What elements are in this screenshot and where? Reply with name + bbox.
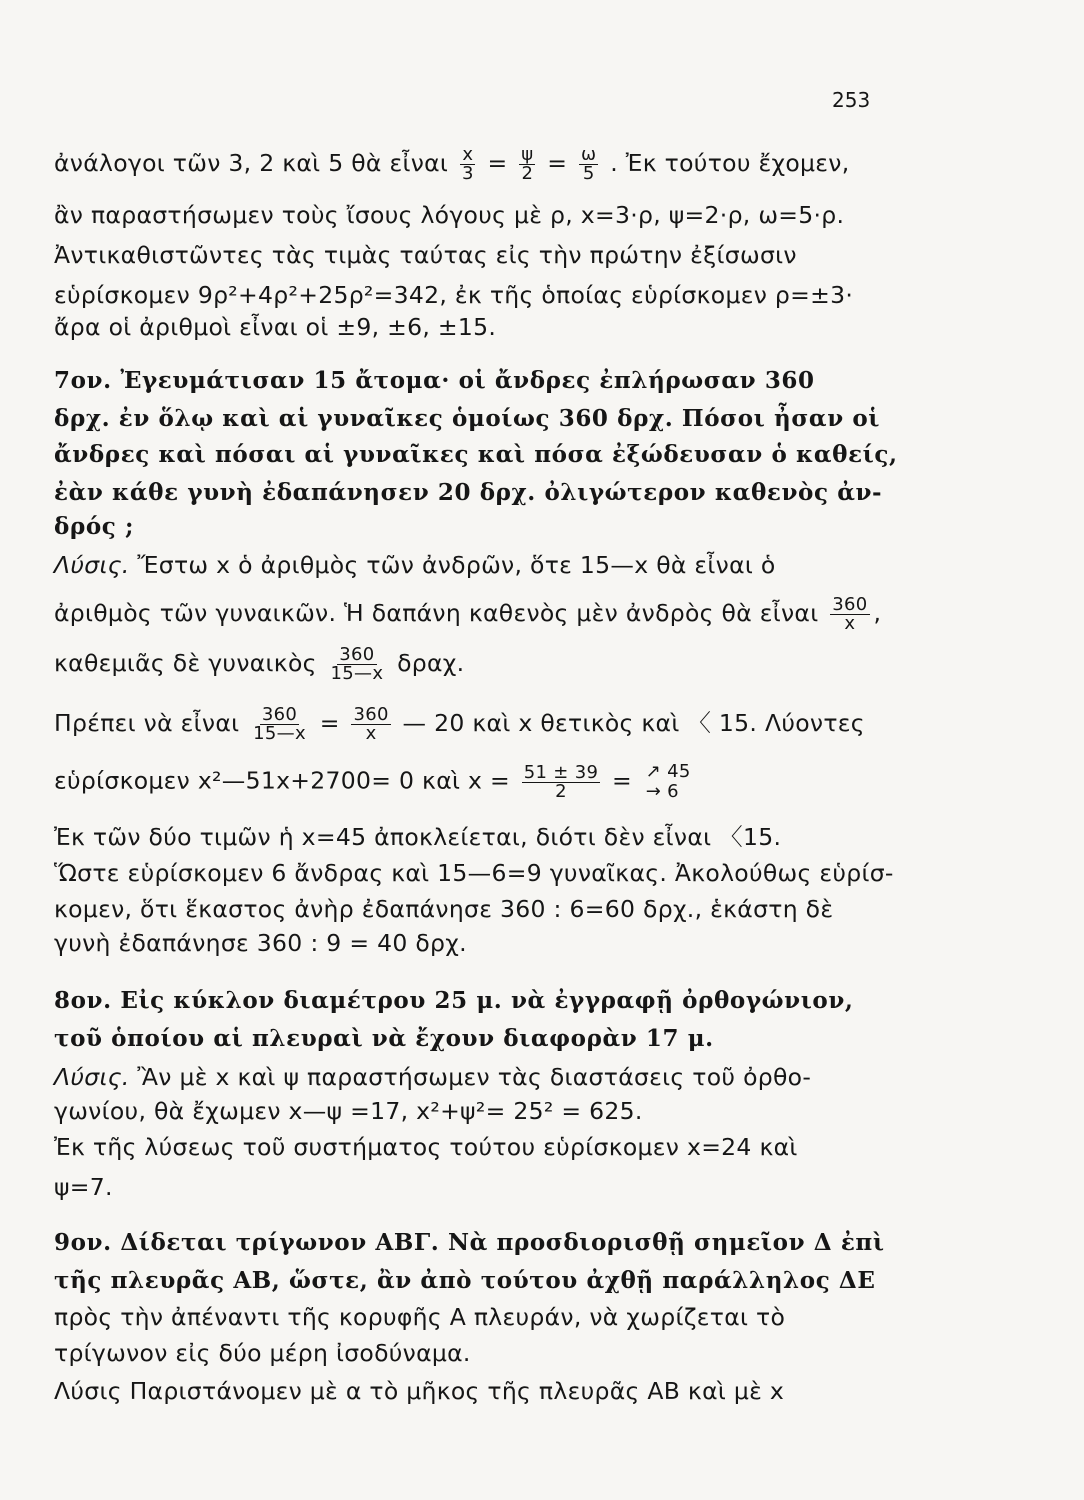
text-line-ratios <box>54 146 1050 183</box>
problem-7-line: δρχ. ἐν ὅλῳ καὶ αἱ γυναῖκες ὁμοίως 360 δρχ. Πόσοι ἦσαν οἱ <box>54 405 881 432</box>
text-segment: . Ἐκ τούτου ἔχομεν, <box>610 149 850 177</box>
solution-7-line: Ὥστε εὑρίσκομεν 6 ἄνδρας καὶ 15—6=9 γυναῖκας. Ἀκολούθως εὑρίσ- <box>54 859 894 887</box>
solution-7-equation: Πρέπει νὰ εἶναι $\frac{360}{15—x}$ = $\frac{360}{x}$ — 20 καὶ x θετικὸς καὶ 〈 15. Λύοντες <box>54 704 865 744</box>
page-number: 253 <box>832 88 871 112</box>
root-values: ↗ 45 → 6 <box>645 761 691 802</box>
solution-8-line: γωνίου, θὰ ἔχωμεν x—ψ =17, x²+ψ²= 25² = 625. <box>54 1097 643 1125</box>
problem-9-line: τῆς πλευρᾶς ΑΒ, ὥστε, ἂν ἀπὸ τούτου ἀχθῇ παράλληλος ΔΕ <box>54 1267 876 1294</box>
text-segment: Ἂν μὲ x καὶ ψ παραστήσωμεν τὰς διαστάσεις τοῦ ὀρθο- <box>137 1063 812 1091</box>
fraction-omega-5: $\frac{\omega}{5}$ <box>581 144 597 184</box>
equals-sign: = <box>547 149 568 177</box>
text-line: εὑρίσκομεν 9ρ²+4ρ²+25ρ²=342, ἐκ τῆς ὁποίας εὑρίσκομεν ρ=±3· <box>54 281 854 309</box>
problem-8-line: 8ον. Εἰς κύκλον διαμέτρου 25 μ. νὰ ἐγγραφῇ ὀρθογώνιον, <box>54 987 854 1014</box>
solution-label: Λύσις. <box>54 551 130 579</box>
problem-7-line: δρός ; <box>54 513 135 540</box>
fraction-roots: $\frac{51 \pm 39}{2}$ <box>523 761 599 802</box>
text-line: ἄρα οἱ ἀριθμοὶ εἶναι οἱ ±9, ±6, ±15. <box>54 313 497 341</box>
text-segment: καθεμιᾶς δὲ γυναικὸς <box>54 649 317 677</box>
text-line: ἂν παραστήσωμεν τοὺς ἴσους λόγους μὲ ρ, x=3·ρ, ψ=2·ρ, ω=5·ρ. <box>54 201 845 229</box>
fraction-360-x: $\frac{360}{x}$ <box>832 594 868 634</box>
solution-7-line <box>54 646 1050 683</box>
text-segment: Πρέπει νὰ εἶναι <box>54 709 240 737</box>
text-segment: Ἔστω x ὁ ἀριθμὸς τῶν ἀνδρῶν, ὅτε 15—x θὰ εἶναι ὁ <box>137 551 776 579</box>
text-segment: εὑρίσκομεν x²—51x+2700= 0 καὶ x = <box>54 766 510 795</box>
solution-9-line: Λύσις Παριστάνομεν μὲ α τὸ μῆκος τῆς πλευρᾶς ΑΒ καὶ μὲ x <box>54 1377 785 1405</box>
problem-7-line: 7ον. Ἐγευμάτισαν 15 ἄτομα· οἱ ἄνδρες ἐπλήρωσαν 360 <box>54 367 815 394</box>
text-segment: δραχ. <box>397 649 465 677</box>
solution-7-line: Ἐκ τῶν δύο τιμῶν ἡ x=45 ἀποκλείεται, διότι δὲν εἶναι 〈15. <box>54 823 782 851</box>
problem-9-line: 9ον. Δίδεται τρίγωνον ΑΒΓ. Νὰ προσδιορισθῇ σημεῖον Δ ἐπὶ <box>54 1229 885 1256</box>
text-segment: — 20 καὶ x θετικὸς καὶ 〈 15. Λύοντες <box>402 709 865 737</box>
fraction-360-15-x: $\frac{360}{15—x}$ <box>330 644 384 684</box>
problem-9-line: τρίγωνον εἰς δύο μέρη ἰσοδύναμα. <box>54 1339 471 1367</box>
fraction-psi-2: $\frac{\psi}{2}$ <box>521 144 534 184</box>
solution-7-line <box>54 550 1050 580</box>
text-segment: ἀνάλογοι τῶν 3, 2 καὶ 5 θὰ εἶναι <box>54 149 449 177</box>
problem-7-line: ἄνδρες καὶ πόσαι αἱ γυναῖκες καὶ πόσα ἐξώδευσαν ὁ καθείς, <box>54 441 898 468</box>
solution-7-quadratic: εὑρίσκομεν x²—51x+2700= 0 καὶ x = $\frac{51 \pm 39}{2}$ = ↗ 45 → 6 <box>54 761 691 802</box>
solution-8-line: Ἐκ τῆς λύσεως τοῦ συστήματος τούτου εὑρίσκομεν x=24 καὶ <box>54 1133 798 1161</box>
solution-7-line: ἀριθμὸς τῶν γυναικῶν. Ἡ δαπάνη καθενὸς μὲν ἀνδρὸς θὰ εἶναι $\frac{360}{x}$ , <box>54 594 882 634</box>
problem-7-line: ἐὰν κάθε γυνὴ ἐδαπάνησεν 20 δρχ. ὀλιγώτερον καθενὸς ἀν- <box>54 479 883 506</box>
fraction-x-3: $\frac{x}{3}$ <box>461 144 474 184</box>
text-segment: ἀριθμὸς τῶν γυναικῶν. Ἡ δαπάνη καθενὸς μὲν ἀνδρὸς θὰ εἶναι <box>54 599 819 627</box>
solution-7-line: κομεν, ὅτι ἕκαστος ἀνὴρ ἐδαπάνησε 360 : 6=60 δρχ., ἑκάστη δὲ <box>54 895 834 923</box>
problem-8-line: τοῦ ὁποίου αἱ πλευραὶ νὰ ἔχουν διαφορὰν 17 μ. <box>54 1025 714 1052</box>
solution-label: Λύσις. <box>54 1063 130 1091</box>
equals-sign: = <box>487 149 508 177</box>
fraction-360-x: $\frac{360}{x}$ <box>353 704 389 744</box>
fraction-360-15-x: $\frac{360}{15—x}$ <box>253 704 306 744</box>
text-line: Ἀντικαθιστῶντες τὰς τιμὰς ταύτας εἰς τὴν πρώτην ἐξίσωσιν <box>54 241 797 269</box>
solution-8-line <box>54 1062 1050 1092</box>
solution-7-line: γυνὴ ἐδαπάνησε 360 : 9 = 40 δρχ. <box>54 929 467 957</box>
solution-8-line: ψ=7. <box>54 1173 113 1201</box>
problem-9-line: πρὸς τὴν ἀπέναντι τῆς κορυφῆς Α πλευράν, νὰ χωρίζεται τὸ <box>54 1303 786 1331</box>
